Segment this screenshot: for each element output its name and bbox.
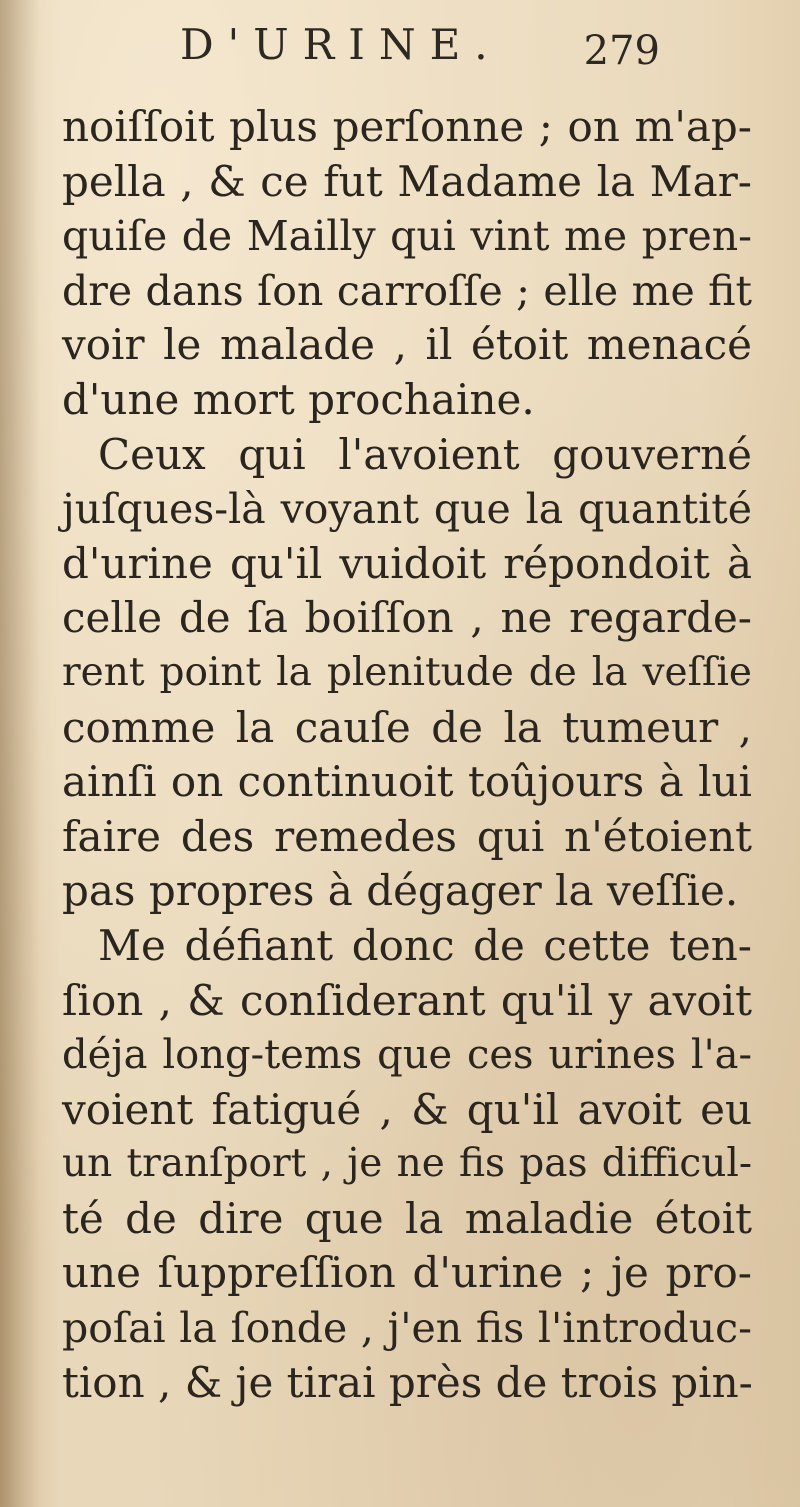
text-line: rent point la plenitude de la veſſie (62, 649, 752, 695)
text-line: un tranſport , je ne fis pas difficul- (62, 1141, 752, 1187)
text-line: d'une mort prochaine. (62, 374, 535, 424)
text-line: ainſi on continuoit toûjours à lui (62, 757, 752, 807)
text-line: d'urine qu'il vuidoit répondoit à (62, 538, 752, 588)
text-line: déja long-tems que ces urines l'a- (62, 1032, 752, 1079)
text-line: quiſe de Mailly qui vint me pren- (62, 212, 752, 261)
text-line: faire des remedes qui n'étoient (62, 811, 752, 861)
text-line: celle de ſa boiſſon , ne regarde- (62, 593, 752, 643)
body-text (62, 100, 752, 1410)
text-line: ſion , & conſiderant qu'il y avoit (62, 975, 752, 1025)
text-line: une ſuppreſſion d'urine ; je pro- (62, 1248, 752, 1298)
running-head: D'URINE. (180, 20, 502, 69)
text-line: juſques-là voyant que la quantité (62, 485, 752, 534)
text-line: comme la cauſe de la tumeur , (62, 702, 752, 752)
text-line: pella , & ce fut Madame la Mar- (62, 156, 752, 206)
paragraph-start-line: Ceux qui l'avoient gouverné (98, 429, 752, 479)
text-line: noiſſoit plus perſonne ; on m'ap- (62, 102, 752, 151)
text-line: té de dire que la maladie étoit (62, 1193, 752, 1243)
text-line: voient fatigué , & qu'il avoit eu (62, 1084, 752, 1134)
text-line: voir le malade , il étoit menacé (62, 320, 752, 370)
page-gutter-shadow (0, 0, 40, 1507)
text-line: dre dans ſon carroſſe ; elle me fit (62, 266, 752, 315)
page-number: 279 (583, 28, 660, 74)
page-header (180, 20, 660, 90)
text-line: tion , & je tirai près de trois pin- (62, 1357, 753, 1407)
text-line: pas propres à dégager la veſſie. (62, 866, 739, 916)
paragraph-start-line: Me défiant donc de cette ten- (98, 920, 752, 970)
text-line: poſai la ſonde , j'en fis l'introduc- (62, 1304, 752, 1353)
